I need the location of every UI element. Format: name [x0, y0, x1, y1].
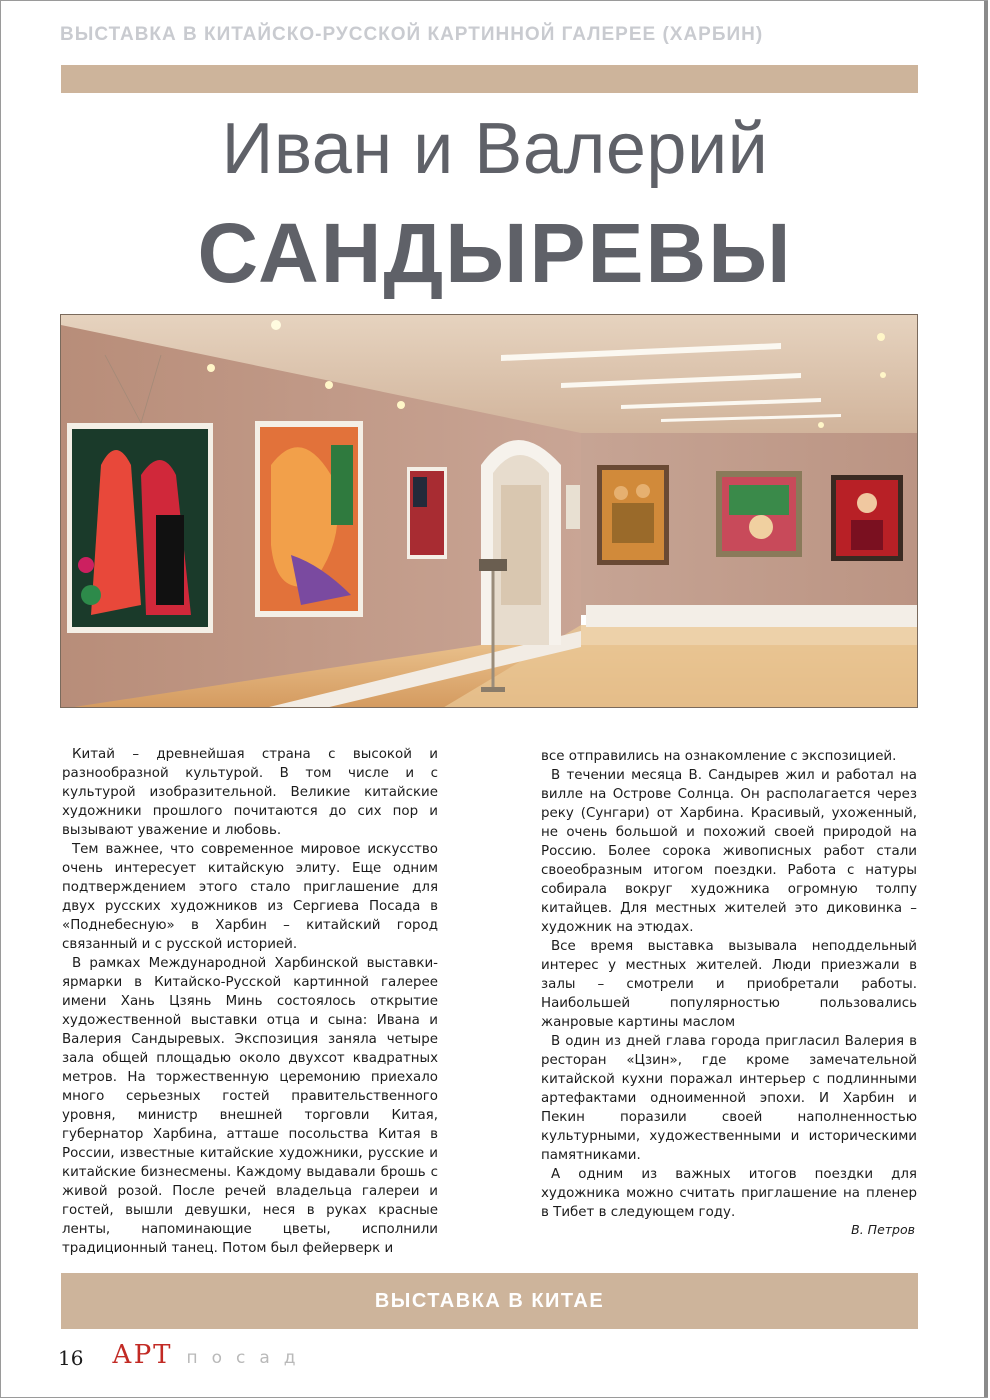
article-left-column	[62, 745, 438, 1258]
running-header: ВЫСТАВКА В КИТАЙСКО-РУССКОЙ КАРТИННОЙ ГАЛЕРЕЕ (ХАРБИН)	[60, 24, 764, 45]
article-right-column	[541, 747, 917, 1222]
header-band	[61, 65, 918, 93]
article-paragraph: В течении месяца В. Сандырев жил и работал на вилле на Острове Солнца. Он располагается через реку (Сунгари) от Харбина. Красивый, ухоженный, не очень большой и похожий своей природой на Россию. Более сорока живописных работ стали своеобразным итогом поездки. Работа с натуры собирала вокруг художника огромную толпу китайцев. Для местных жителей это диковинка – художник на этюдах.	[541, 768, 917, 935]
section-footer-band	[61, 1273, 918, 1329]
article-paragraph: Все время выставка вызывала неподдельный интерес у местных жителей. Люди приезжали в залы – смотрели и приобретали работы. Наибольшей популярностью пользовались жанровые картины маслом	[541, 939, 917, 1030]
article-title-surname: САНДЫРЕВЫ	[197, 206, 793, 300]
article-paragraph: Китай – древнейшая страна с высокой и разнообразной культурой. В том числе и с культурой изобразительной. Великие китайские художники прошлого почитаются до сих пор и вызывают уважение и любовь.	[62, 747, 438, 838]
logo-art-text: АРТ	[112, 1340, 173, 1370]
article-title-first-names: Иван и Валерий	[221, 109, 769, 189]
article-paragraph: В рамках Международной Харбинской выставки-ярмарки в Китайско-Русской картинной галерее имени Хань Цзянь Минь состоялось открытие художественной выставки отца и сына: Ивана и Валерия Сандыревых. Экспозиция заняла четыре зала общей площадью около двухсот квадратных метров. На торжественную церемонию приехало много серьезных гостей правительственного уровня, министр внешней торговли Китая, губернатор Харбина, атташе посольства Китая в России, известные китайские художники, русские и китайские бизнесмены. Каждому выдавали брошь с живой розой. После речей владельца галереи и гостей, вышли девушки, неся в руках красные ленты, напоминающие цветы, исполнили традиционный танец. Потом был фейерверк и	[62, 956, 438, 1256]
article-paragraph: Тем важнее, что современное мировое искусство очень интересует китайскую элиту. Еще одним подтверждением этого стало приглашение для двух русских художников из Сергиева Посада в «Поднебесную» в Харбин – китайский город связанный и с русской историей.	[62, 842, 438, 952]
logo-posad-text: посад	[186, 1348, 310, 1368]
section-label: ВЫСТАВКА В КИТАЕ	[374, 1289, 605, 1312]
gallery-photo	[60, 314, 918, 708]
article-paragraph-continuation: все отправились на ознакомление с экспозицией.	[541, 749, 897, 764]
article-paragraph: А одним из важных итогов поездки для художника можно считать приглашение на пленер в Тибет в следующем году.	[541, 1167, 917, 1220]
magazine-logo	[112, 1340, 310, 1370]
article-paragraph: В один из дней глава города пригласил Валерия в ресторан «Цзин», где кроме замечательной китайской кухни поражал интерьер с подлинными артефактами одноименной эпохи. И Харбин и Пекин поразили своей наполненностью культурными, художественными и историческими памятниками.	[541, 1034, 917, 1163]
page-number: 16	[58, 1346, 84, 1370]
author-signature: В. Петров	[851, 1222, 915, 1237]
